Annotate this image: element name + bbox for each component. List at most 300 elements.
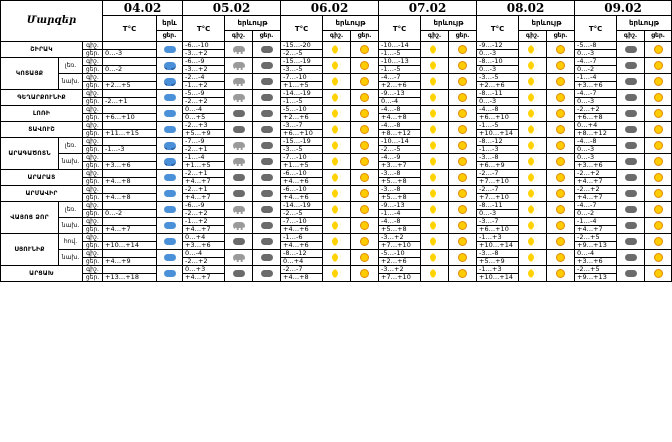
weather-cell-night [225,122,253,138]
sun-icon [360,157,369,166]
weather-cell [157,122,183,138]
weather-cell-night [519,202,547,218]
moon-icon [332,141,341,150]
date-header: 07.02 [379,1,477,16]
day-temp: +9…+13 [575,242,617,250]
moon-icon [528,45,537,54]
table-row [1,154,672,162]
sun-icon [458,141,467,150]
night-temp: -3…-8 [477,250,519,258]
sun-icon [556,125,565,134]
overcast-cloud-icon [261,158,273,165]
weather-cell-day [645,106,672,122]
region-name: ԱՐԱԳԱԾՈՏՆ [1,138,59,170]
night-label: գիշ. [83,122,103,130]
snow-cloud-icon [233,62,245,70]
sun-icon [556,253,565,262]
sun-icon [458,173,467,182]
moon-icon [332,157,341,166]
table-row [1,202,672,210]
moon-icon [430,237,439,246]
table-row [1,234,672,242]
day-temp: 0…-2 [103,66,157,74]
sun-icon [360,93,369,102]
weather-cell-day [253,234,281,250]
subregion-label: լեռ. [59,202,83,218]
day-label: ցեր. [83,114,103,122]
subregion-label: նախ. [59,250,83,266]
night-label: գիշ. [83,58,103,66]
weather-cell-day [547,202,575,218]
weather-cell-night [617,266,645,282]
weather-cell [157,74,183,90]
weather-cell-day [547,250,575,266]
weather-cell-day [351,58,379,74]
sun-icon [360,253,369,262]
weather-cell-day [645,138,672,154]
sun-icon [458,77,467,86]
sun-icon [556,237,565,246]
night-temp: -6…-10 [281,170,323,178]
weather-cell-night [421,74,449,90]
weather-cell-day [449,74,477,90]
overcast-cloud-icon [261,190,273,197]
weather-cell-night [323,250,351,266]
day-temp: +6…+10 [281,130,323,138]
weather-cell [157,170,183,186]
weather-cell-night [617,122,645,138]
night-temp: 0…-4 [183,250,225,258]
weather-cell-night [323,74,351,90]
weather-cell [157,138,183,154]
day-temp: -3…-5 [281,146,323,154]
moon-icon [430,221,439,230]
sun-icon [654,157,663,166]
moon-icon [528,93,537,102]
cloud-icon [164,222,176,229]
day-temp: +4…+8 [103,194,157,202]
day-temp: +4…+7 [575,194,617,202]
weather-cell-night [225,202,253,218]
region-name: ՇԻՐԱԿ [1,42,83,58]
region-name: ԱՐԱՐԱՏ [1,170,83,186]
weather-cell-night [225,42,253,58]
sun-icon [654,77,663,86]
weather-cell-day [547,170,575,186]
table-row [1,170,672,178]
weather-cell-day [547,186,575,202]
overcast-cloud-icon [261,238,273,245]
sun-icon [458,93,467,102]
night-temp: -5…-10 [379,250,421,258]
day-temp: +4…+7 [183,274,225,282]
weather-cell-night [421,90,449,106]
day-temp: +10…+14 [477,242,519,250]
moon-icon [528,189,537,198]
night-temp: -4…-8 [575,138,617,146]
sun-icon [556,77,565,86]
weather-cell-day [645,74,672,90]
overcast-cloud-icon [625,142,637,149]
day-temp: +2…+6 [379,258,421,266]
col-day-header: ցեր. [449,31,477,42]
sun-icon [360,109,369,118]
weather-cell-night [421,58,449,74]
night-temp: -4…-8 [379,218,421,226]
night-temp: 0…+4 [575,122,617,130]
night-temp: -3…-8 [379,186,421,194]
sun-icon [556,189,565,198]
weather-cell-day [351,42,379,58]
snow-cloud-icon [233,158,245,166]
snow-cloud-icon [233,254,245,262]
weather-cell-night [225,250,253,266]
weather-cell-day [253,266,281,282]
weather-cell-night [617,106,645,122]
date-header: 06.02 [281,1,379,16]
weather-cell-day [253,186,281,202]
night-label: գիշ. [83,42,103,50]
sun-icon [654,61,663,70]
sun-icon [556,141,565,150]
day-temp: +4…+7 [103,226,157,234]
night-temp: -6…-10 [281,186,323,194]
night-temp: -1…-4 [183,154,225,162]
day-temp: -2…+2 [183,210,225,218]
day-temp: -2…-5 [379,146,421,154]
overcast-cloud-icon [233,126,245,133]
overcast-cloud-icon [233,110,245,117]
sun-icon [556,221,565,230]
weather-cell-night [323,106,351,122]
sun-icon [458,157,467,166]
weather-cell-night [617,42,645,58]
cloud-icon [164,126,176,133]
night-temp: -2…+3 [183,122,225,130]
weather-cell-night [323,42,351,58]
weather-cell-night [323,202,351,218]
night-temp: -2…-4 [183,74,225,82]
weather-cell-day [351,186,379,202]
cloud-icon [164,110,176,117]
weather-cell-day [645,250,672,266]
day-temp: +5…+8 [379,194,421,202]
weather-cell-night [225,74,253,90]
col-temp-header: T°C [379,16,421,42]
day-temp: -1…-3 [103,146,157,154]
night-temp: 0…+4 [183,234,225,242]
weather-cell-day [547,154,575,170]
day-temp: 0…-4 [379,98,421,106]
day-temp: 0…-2 [575,210,617,218]
weather-cell-day [253,138,281,154]
night-temp: -1…-4 [575,218,617,226]
overcast-cloud-icon [625,206,637,213]
weather-cell-day [645,42,672,58]
night-temp: -2…-7 [477,186,519,194]
weather-cell-day [645,122,672,138]
weather-cell-day [645,266,672,282]
col-day-header: ցեր. [547,31,575,42]
sun-icon [654,45,663,54]
table-row [1,74,672,82]
weather-cell-day [547,234,575,250]
day-temp: -2…+1 [183,146,225,154]
night-temp: -4…-8 [477,106,519,114]
weather-cell-night [323,58,351,74]
sun-icon [458,61,467,70]
day-temp: +6…+8 [575,114,617,122]
sun-icon [654,93,663,102]
weather-cell [157,266,183,282]
day-temp: 0…-3 [477,98,519,106]
day-temp: +5…+8 [379,178,421,186]
day-temp: +7…+10 [379,242,421,250]
night-temp: -5…-9 [183,90,225,98]
night-temp: 0…-4 [183,106,225,114]
table-row [1,266,672,274]
weather-cell-night [519,250,547,266]
day-temp: -1…-5 [379,50,421,58]
day-temp: +2…+6 [379,82,421,90]
col-precip-header: երևույթ [519,16,575,31]
day-label: ցեր. [83,98,103,106]
weather-cell-day [449,202,477,218]
col-day-header: ցեր. [157,31,183,42]
day-temp: +4…+7 [575,226,617,234]
day-label: ցեր. [83,274,103,282]
day-temp: 0…+5 [183,114,225,122]
moon-icon [528,77,537,86]
subregion-label: հով. [59,234,83,250]
weather-cell [157,154,183,170]
table-title: Մարզեր [1,1,103,42]
day-temp: +11…+15 [103,130,157,138]
sun-icon [458,221,467,230]
cloud-icon [164,206,176,213]
rain-cloud-icon [164,62,176,70]
day-temp: -3…+2 [183,66,225,74]
col-day-header: ցեր. [351,31,379,42]
weather-cell-night [519,74,547,90]
weather-cell-night [617,74,645,90]
weather-cell-day [351,266,379,282]
weather-cell-day [449,58,477,74]
day-temp: +7…+10 [477,178,519,186]
col-night-header: գիշ. [225,31,253,42]
night-temp: -4…-7 [575,90,617,98]
weather-cell-day [351,202,379,218]
rain-cloud-icon [164,158,176,166]
night-temp: 0…-4 [575,250,617,258]
weather-cell-day [253,170,281,186]
day-temp: +4…+9 [103,258,157,266]
sun-icon [654,221,663,230]
night-temp: -2…+2 [575,106,617,114]
sun-icon [654,253,663,262]
weather-cell-night [617,218,645,234]
night-temp: 0…+3 [183,266,225,274]
moon-icon [528,221,537,230]
day-temp: -2…+2 [183,258,225,266]
overcast-cloud-icon [625,46,637,53]
weather-cell-night [519,106,547,122]
col-precip-header: երևույթ [323,16,379,31]
col-temp-header: T°C [575,16,617,42]
col-night-header: գիշ. [519,31,547,42]
cloud-icon [164,190,176,197]
moon-icon [332,221,341,230]
night-temp: -4…-7 [575,202,617,210]
table-row [1,42,672,50]
day-temp: +4…+6 [281,194,323,202]
night-temp: -7…-10 [281,154,323,162]
table-row [1,90,672,98]
day-temp: +4…+7 [183,226,225,234]
night-temp: -10…-14 [379,42,421,50]
day-temp: +3…+6 [575,82,617,90]
sun-icon [654,205,663,214]
overcast-cloud-icon [625,238,637,245]
sun-icon [360,45,369,54]
day-temp: 0…-2 [103,210,157,218]
night-temp: -4…-9 [379,154,421,162]
day-temp: 0…-3 [477,210,519,218]
day-temp: +4…+7 [183,194,225,202]
sun-icon [360,237,369,246]
moon-icon [430,125,439,134]
night-label: գիշ. [83,266,103,274]
subregion-label: նախ. [59,74,83,90]
weather-cell-day [351,74,379,90]
moon-icon [528,109,537,118]
day-temp: 0…-2 [575,66,617,74]
weather-cell-night [421,138,449,154]
sun-icon [458,205,467,214]
cloud-icon [164,46,176,53]
night-temp: -2…+2 [575,186,617,194]
sun-icon [556,45,565,54]
region-name: ՏԱՎՈՒՇ [1,122,83,138]
moon-icon [430,77,439,86]
cloud-icon [164,94,176,101]
col-temp-header: T°C [281,16,323,42]
weather-cell [157,218,183,234]
sun-icon [458,253,467,262]
moon-icon [528,141,537,150]
day-temp: +1…+5 [281,162,323,170]
col-precip-header: երևույթ [225,16,281,31]
weather-cell [157,106,183,122]
subregion-label: նախ. [59,218,83,234]
sun-icon [654,173,663,182]
night-label: գիշ. [83,154,103,162]
day-temp: +1…+5 [281,82,323,90]
overcast-cloud-icon [261,126,273,133]
cloud-icon [164,270,176,277]
weather-cell-day [253,106,281,122]
day-temp: -2…+2 [183,98,225,106]
moon-icon [332,269,341,278]
day-temp: +4…+6 [281,226,323,234]
night-temp: -1…-6 [281,234,323,242]
weather-cell-day [449,250,477,266]
night-temp: -2…+2 [575,170,617,178]
overcast-cloud-icon [261,110,273,117]
day-temp: +2…+6 [281,114,323,122]
moon-icon [528,205,537,214]
weather-cell-night [519,218,547,234]
table-row [1,106,672,114]
weather-cell-night [519,234,547,250]
cloud-icon [164,254,176,261]
snow-cloud-icon [233,46,245,54]
night-temp: -6…-9 [183,58,225,66]
weather-cell-day [449,90,477,106]
cloud-icon [164,238,176,245]
moon-icon [528,125,537,134]
day-temp: 0…-3 [477,66,519,74]
overcast-cloud-icon [233,270,245,277]
night-temp: 0…-3 [575,154,617,162]
day-label: ցեր. [83,178,103,186]
day-label: ցեր. [83,146,103,154]
day-label: ցեր. [83,82,103,90]
night-label: գիշ. [83,218,103,226]
weather-cell-day [449,138,477,154]
region-name: ԿՈՏԱՅՔ [1,58,59,90]
day-temp: 0…-3 [575,146,617,154]
sun-icon [458,45,467,54]
day-temp: +10…+14 [477,274,519,282]
overcast-cloud-icon [625,78,637,85]
col-precip-header: երևույթ [617,16,672,31]
col-temp-header: T°C [183,16,225,42]
moon-icon [430,189,439,198]
night-temp: -8…-10 [477,58,519,66]
day-label: ցեր. [83,162,103,170]
sun-icon [654,125,663,134]
weather-cell-day [645,234,672,250]
night-label: գիշ. [83,234,103,242]
weather-cell-night [617,170,645,186]
night-temp: -14…-19 [281,202,323,210]
subregion-label: նախ. [59,154,83,170]
sun-icon [360,205,369,214]
weather-cell-day [645,218,672,234]
weather-cell-day [253,250,281,266]
day-temp: +6…+9 [477,162,519,170]
weather-cell-night [617,90,645,106]
day-temp: +9…+13 [575,274,617,282]
sun-icon [458,237,467,246]
night-temp: -3…-5 [477,74,519,82]
table-row [1,58,672,66]
table-row [1,218,672,226]
weather-cell-day [253,90,281,106]
weather-cell-night [323,122,351,138]
day-label: ցեր. [83,66,103,74]
night-temp: -1…-4 [575,74,617,82]
table-row [1,186,672,194]
weather-cell-night [323,154,351,170]
weather-cell-day [449,266,477,282]
table-row [1,122,672,130]
sun-icon [360,269,369,278]
night-temp: -6…-9 [183,202,225,210]
overcast-cloud-icon [233,190,245,197]
weather-cell-night [225,58,253,74]
